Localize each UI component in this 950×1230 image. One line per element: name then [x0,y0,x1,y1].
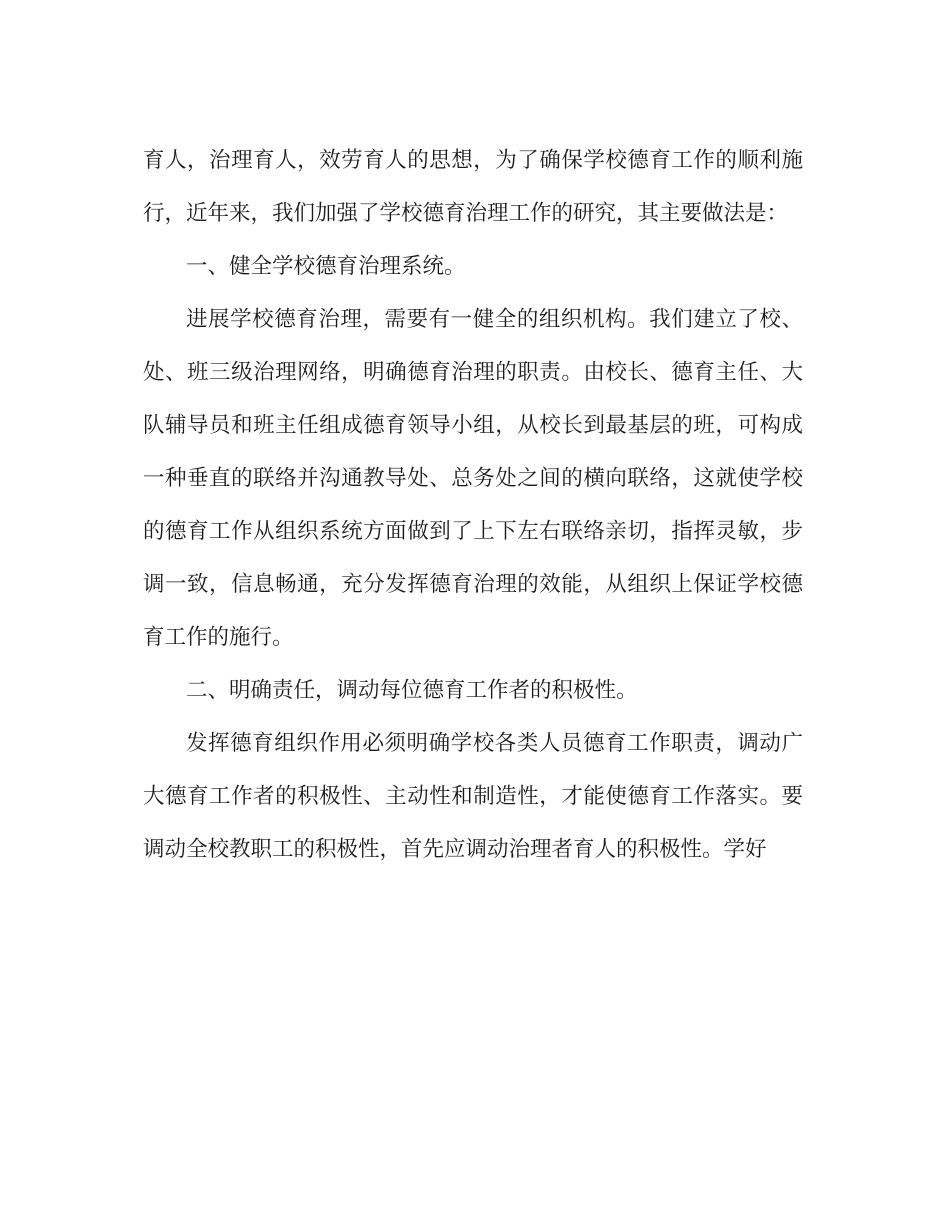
document-body [143,134,803,876]
paragraph-intro-continuation: 育人，治理育人，效劳育人的思想，为了确保学校德育工作的顺利施行，近年来，我们加强了学校德育治理工作的研究，其主要做法是： [143,148,803,226]
section-heading-2: 二、明确责任，调动每位德育工作者的积极性。 [186,678,638,703]
paragraph-section-1: 进展学校德育治理，需要有一健全的组织机构。我们建立了校、处、班三级治理网络，明确德育治理的职责。由校长、德育主任、大队辅导员和班主任组成德育领导小组，从校长到最基层的班，可构成一种垂直的联络并沟通教导处、总务处之间的横向联络，这就使学校的德育工作从组织系统方面做到了上下左右联络亲切，指挥灵敏，步调一致，信息畅通，充分发挥德育治理的效能，从组织上保证学校德育工作的施行。 [143,307,803,650]
section-heading-1: 一、健全学校德育治理系统。 [186,254,466,279]
paragraph-section-2: 发挥德育组织作用必须明确学校各类人员德育工作职责，调动广大德育工作者的积极性、主动性和制造性，才能使德育工作落实。要调动全校教职工的积极性，首先应调动治理者育人的积极性。学好 [143,731,803,862]
